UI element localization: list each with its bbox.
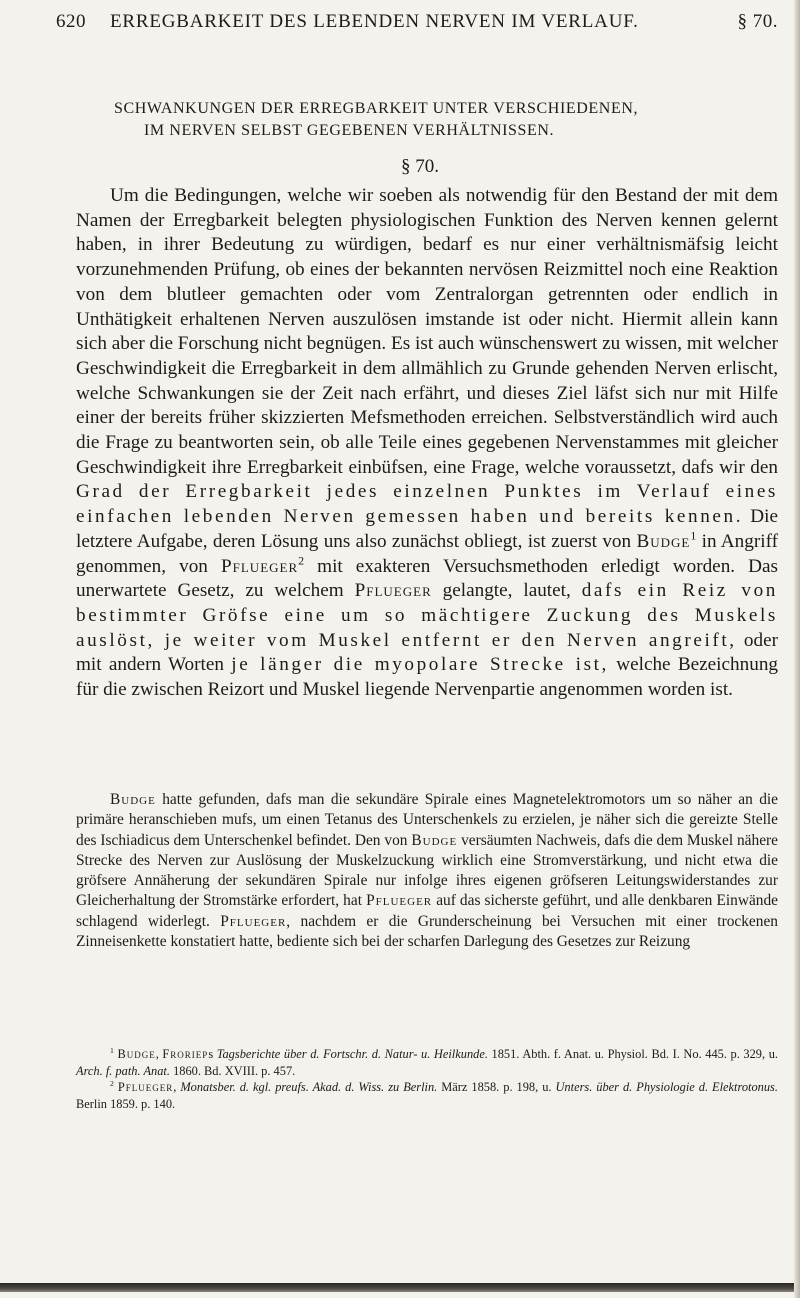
footnote-2-text-c: Berlin 1859. p. 140. [76,1096,176,1111]
main-text-2: Die letztere Aufgabe, deren Lösung uns also zunächst obliegt, ist zuerst von [76,506,778,552]
author-name-pflueger: Pflueger [220,555,299,577]
main-text-7: welche Bezeichnung für die zwischen Reizort und Muskel liegende Nervenpartie angenommen worden ist. [76,654,779,701]
page-number: 620 [56,11,86,32]
running-head [56,2,778,42]
footnote-1-author-2: Froriep [162,1047,209,1061]
main-text-3: in Angriff genommen, von [76,530,778,577]
small-text-3: auf das sicherste geführt, und alle denkbaren Einwände schlagend widerlegt. [76,892,779,930]
footnotes [76,1046,778,1112]
main-text-emphasis-1: Grad der Erregbarkeit jedes einzelnen Punktes im Verlauf eines einfachen lebenden Nerven gemessen haben und bereits kennen. [76,481,778,528]
section-heading-line-2: IM NERVEN SELBST GEGEBENEN VERHÄLTNISSEN. [144,122,555,139]
footnote-2-mark: 2 [110,1078,114,1088]
small-author-pflueger: Pflueger [366,892,433,910]
footnote-ref-2[interactable]: 2 [298,553,305,568]
footnote-1-text-a: , [155,1047,163,1061]
small-author-budge-2: Budge [411,831,458,849]
main-text-6: oder mit andern Worten [76,629,778,676]
main-text-emphasis-3: je länger die myopolare Strecke ist, [231,654,609,676]
main-text-1: Um die Bedingungen, welche wir soeben als notwendig für den Bestand der mit dem Namen der Erregbarkeit belegten physiologischen Funktion des Nerven kennen gelernt haben, in ihrer Bedeutung zu würdigen, bedarf es nur einer verhältnismäfsig leicht vorzunehmenden Prüfung, ob eines der bekannten nervösen Reizmittel noch eine Reaktion von dem blutleer gemachten oder vom Zentralorgan getrennten oder endlich in Unthätigkeit erhaltenen Nerven auszulösen imstande ist oder nicht. Hiermit allein kann sich aber die Forschung nicht begnügen. Es ist auch wünschenswert zu wissen, mit welcher Geschwindigkeit die Erregbarkeit in dem allmählich zu Grunde gehenden Nerven erlischt, welche Schwankungen sie der Zeit nach erfährt, und dieses Ziel läfst sich nur mit Hilfe einer der bereits früher skizzierten Mefsmethoden erreichen. Selbstverständlich wird auch die Frage zu beantworten sein, ob alle Teile eines gegebenen Nervenstammes mit gleicher Geschwindigkeit ihre Erregbarkeit einbüfsen, eine Frage, welche voraussetzt, dafs wir den [76,185,778,478]
main-text-4: mit exakteren Versuchsmethoden erledigt worden. Das unerwartete Gesetz, zu welchem [76,555,778,602]
small-print-paragraph [76,790,778,952]
footnote-1-text-c: 1851. Abth. f. Anat. u. Physiol. Bd. I. No. 445. p. 329, u. [487,1047,778,1061]
footnote-2-text-b: März 1858. p. 198, u. [437,1080,556,1094]
running-head-title: ERREGBARKEIT DES LEBENDEN NERVEN IM VERLAUF. [110,11,639,32]
small-text-1: hatte gefunden, dafs man die sekundäre Spirale eines Magnetelektromotors um so näher an die primäre heranschieben mufs, um einen Tetanus des Unterschenkels zu erzielen, je näher sich die gereizte Stelle des Ischiadicus dem Unterschenkel befindet. Den von [76,791,778,849]
footnote-1 [76,1046,778,1079]
section-heading-line-1: SCHWANKUNGEN DER ERREGBARKEIT UNTER VERSCHIEDENEN, [114,100,639,117]
footnote-ref-1[interactable]: 1 [690,528,697,543]
author-name-budge: Budge [636,530,691,552]
main-text-emphasis-2: dafs ein Reiz von bestimmter Gröfse eine um so mächtigere Zuckung des Muskels auslöst, je weiter vom Muskel entfernt er den Nerven angreift, [76,580,778,651]
footnote-1-author: Budge [117,1047,156,1061]
footnote-2-journal-1: Monatsber. d. kgl. preufs. Akad. d. Wiss. zu Berlin. [180,1080,438,1094]
small-text-4: , nachdem er die Grunderscheinung bei Versuchen mit einer trockenen Zinneisenkette konstatiert hatte, bediente sich bei der scharfen Darlegung des Gesetzes zur Reizung [76,912,778,951]
main-text-5: gelangte, lautet, [431,580,582,602]
footnote-1-mark: 1 [110,1045,114,1055]
footnote-1-journal-2: Arch. f. path. Anat. [76,1063,170,1078]
main-paragraph [76,184,778,703]
section-number: § 70. [401,156,439,177]
footnote-1-journal-1: Tagsberichte über d. Fortschr. d. Natur- u. Heilkunde. [216,1047,488,1061]
footnote-2-text-a: , [173,1080,181,1094]
footnote-2-author: Pflueger [117,1080,174,1094]
author-name-pflueger-2: Pflueger [354,580,432,602]
footnote-1-text-b: s [208,1047,217,1061]
footnote-2 [76,1079,778,1112]
footnote-2-journal-2: Unters. über d. Physiologie d. Elektrotonus. [555,1080,778,1094]
footnote-1-text-d: 1860. Bd. XVIII. p. 457. [169,1063,296,1078]
small-text-2: versäumten Nachweis, dafs die dem Muskel nähere Strecke des Nerven zur Auslösung der Muskelzuckung wirklich eine Stromverstärkung, und nicht etwa die gröfsere Annäherung der sekundären Spirale nur infolge ihres eigenen gröfseren Leitungswiderstandes zur Gleicherhaltung der Stromstärke erfordert, hat [76,831,778,910]
section-heading [114,98,774,142]
scan-bottom-edge [0,1283,800,1292]
running-head-section: § 70. [737,11,778,32]
small-author-pflueger-2: Pflueger [220,912,287,930]
small-author-budge: Budge [110,791,156,808]
scan-right-edge [794,0,800,1298]
